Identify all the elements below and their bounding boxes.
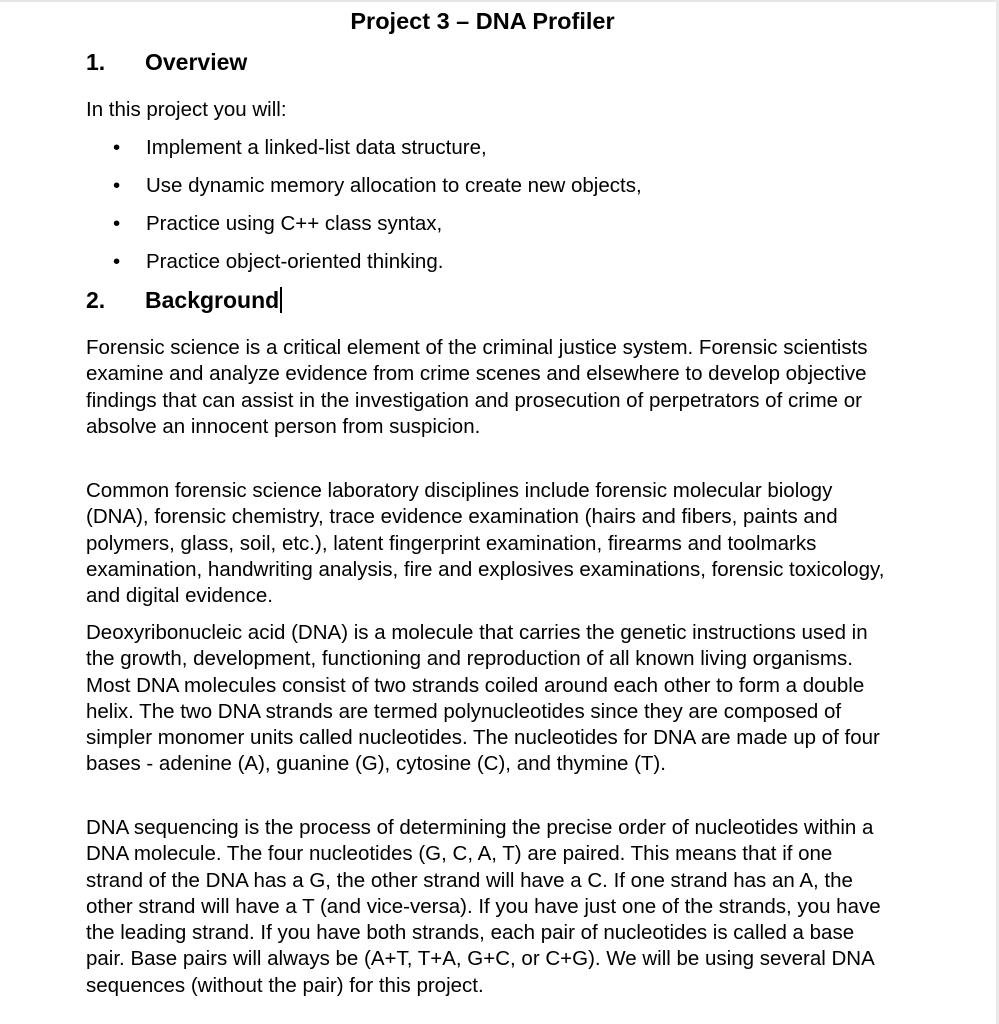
- section-heading-overview: [86, 47, 247, 77]
- intro-text: In this project you will:: [86, 98, 287, 121]
- section-heading-background: [86, 285, 282, 315]
- paragraph-dna-definition: Deoxyribonucleic acid (DNA) is a molecule that carries the genetic instructions used in the growth, development, functioning and reproduction of all known living organisms. Most DNA molecules consist of two strands coiled around each other to form a double helix. The two DNA strands are termed polynucleotides since they are composed of simpler monomer units called nucleotides. The nucleotides for DNA are made up of four bases - adenine (A), guanine (G), cytosine (C), and thymine (T).: [86, 621, 880, 776]
- section-number: 1.: [86, 49, 106, 75]
- bullet-icon: •: [113, 136, 121, 159]
- section-title: Background: [145, 287, 280, 313]
- bullet-icon: •: [113, 250, 121, 273]
- bullet-icon: •: [113, 212, 121, 235]
- document-title: Project 3 – DNA Profiler: [350, 8, 615, 34]
- paragraph-forensic-science: Forensic science is a critical element of the criminal justice system. Forensic scientists examine and analyze evidence from crime scenes and elsewhere to develop objective findings that can assist in the investigation and prosecution of perpetrators of crime or absolve an innocent person from suspicion.: [86, 336, 868, 438]
- paragraph-lab-disciplines: Common forensic science laboratory disciplines include forensic molecular biology (DNA), forensic chemistry, trace evidence examination (hairs and fibers, paints and polymers, glass, soil, etc.), latent fingerprint examination, firearms and toolmarks examination, handwriting analysis, fire and explosives examinations, forensic toxicology, and digital evidence.: [86, 479, 885, 608]
- section-title: Overview: [145, 49, 248, 75]
- list-item-text: Practice using C++ class syntax,: [146, 212, 443, 235]
- list-item-text: Use dynamic memory allocation to create new objects,: [146, 174, 642, 197]
- section-number: 2.: [86, 287, 106, 313]
- text-cursor: [280, 287, 282, 313]
- list-item-text: Implement a linked-list data structure,: [146, 136, 487, 159]
- bullet-icon: •: [113, 174, 121, 197]
- paragraph-dna-sequencing: DNA sequencing is the process of determining the precise order of nucleotides within a DNA molecule. The four nucleotides (G, C, A, T) are paired. This means that if one strand of the DNA has a G, the other strand will have a C. If one strand has an A, the other strand will have a T (and vice-versa). If you have just one of the strands, you have the leading strand. If you have both strands, each pair of nucleotides is called a base pair. Base pairs will always be (A+T, T+A, G+C, or C+G). We will be using several DNA sequences (without the pair) for this project.: [86, 816, 881, 997]
- page-top-edge: [0, 0, 999, 2]
- list-item-text: Practice object-oriented thinking.: [146, 250, 444, 273]
